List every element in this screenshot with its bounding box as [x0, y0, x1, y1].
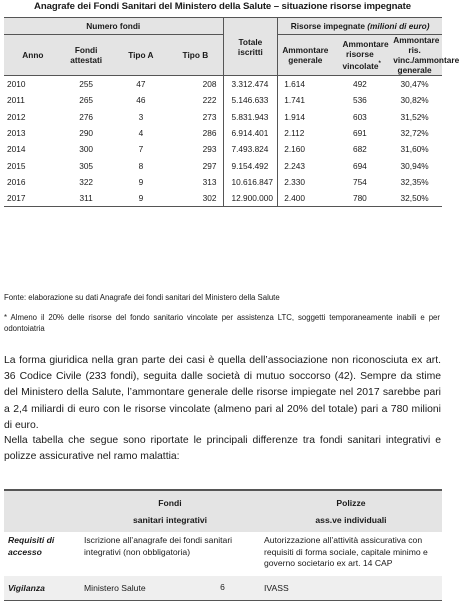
table-row: 2016 322 9 313 10.616.847 2.330 754 32,35% — [4, 174, 442, 190]
table-row: 2014 300 7 293 7.493.824 2.160 682 31,60% — [4, 141, 442, 157]
header-ratio: Ammontare ris. vinc./ammontare generale — [393, 35, 459, 75]
cell-funds: Iscrizione all’anagrafe dei fondi sanitari integrativi (non obbligatoria) — [84, 535, 233, 557]
table-row: 2011 265 46 222 5.146.633 1.741 536 30,82% — [4, 92, 442, 108]
group-header-resources: Risorse impegnate (milioni di euro) — [278, 18, 442, 35]
row-label: Vigilanza — [4, 576, 80, 601]
table-row — [4, 532, 442, 576]
fund-registry-table — [4, 17, 459, 207]
row-label: Requisiti di accesso — [8, 535, 55, 557]
table-title: Anagrafe dei Fondi Sanitari del Ministero della Salute – situazione risorse impegnate — [34, 1, 411, 12]
header-bound: Ammontare risorse vincolate* — [342, 39, 389, 71]
group-header-number: Numero fondi — [86, 21, 141, 31]
header-year: Anno — [22, 50, 44, 60]
header-funds: Fondi attestati — [70, 45, 103, 65]
cell-policies: IVASS — [260, 576, 442, 601]
comparison-header-empty — [4, 490, 80, 532]
table-row: 2013 290 4 286 6.914.401 2.112 691 32,72% — [4, 125, 442, 141]
header-total: Totale iscritti — [223, 18, 278, 76]
table-row: 2015 305 8 297 9.154.492 2.243 694 30,94% — [4, 157, 442, 173]
cell-policies: Autorizzazione all’attività assicurativa con requisiti di forma sociale, capitale minimo e governo societario ex art. 14 CAP — [264, 535, 428, 568]
table-row: 2017 311 9 302 12.900.000 2.400 780 32,50% — [4, 190, 442, 207]
header-type-b: Tipo B — [182, 50, 209, 60]
table-row: 2010 255 47 208 3.312.474 1.614 492 30,47% — [4, 76, 442, 93]
page-number: 6 — [220, 582, 225, 592]
table-source: Fonte: elaborazione su dati Anagrafe dei fondi sanitari del Ministero della Salute — [4, 293, 280, 302]
header-general: Ammontare generale — [278, 35, 333, 76]
cell-funds: Ministero Salute — [80, 576, 260, 601]
comparison-header-funds: Fondi sanitari integrativi — [132, 498, 208, 525]
header-type-a: Tipo A — [128, 50, 154, 60]
table-row: 2012 276 3 273 5.831.943 1.914 603 31,52% — [4, 109, 442, 125]
body-paragraph: La forma giuridica nella gran parte dei casi è quella dell’associazione non riconosciuta ex art. 36 Codice Civile (233 fondi), seguita dalle società di mutuo soccorso (42). Sempre da stime del Ministero della Salute, l’ammontare generale delle risorse impiegate nel 2017 sarebbe pari a 2,4 miliardi di euro con le risorse vincolate (almeno pari al 20% del totale) pari a 780 milioni di euro. — [4, 355, 441, 431]
comparison-header-policies: Polizze ass.ve individuali — [315, 498, 387, 525]
table-footnote: * Almeno il 20% delle risorse del fondo sanitario vincolate per assistenza LTC, soggetti temporaneamente inabili e per odontoiatria — [4, 313, 440, 333]
body-paragraph: Nella tabella che segue sono riportate le principali differenze tra fondi sanitari integrativi e polizze assicurative nel ramo malattia: — [4, 435, 441, 463]
